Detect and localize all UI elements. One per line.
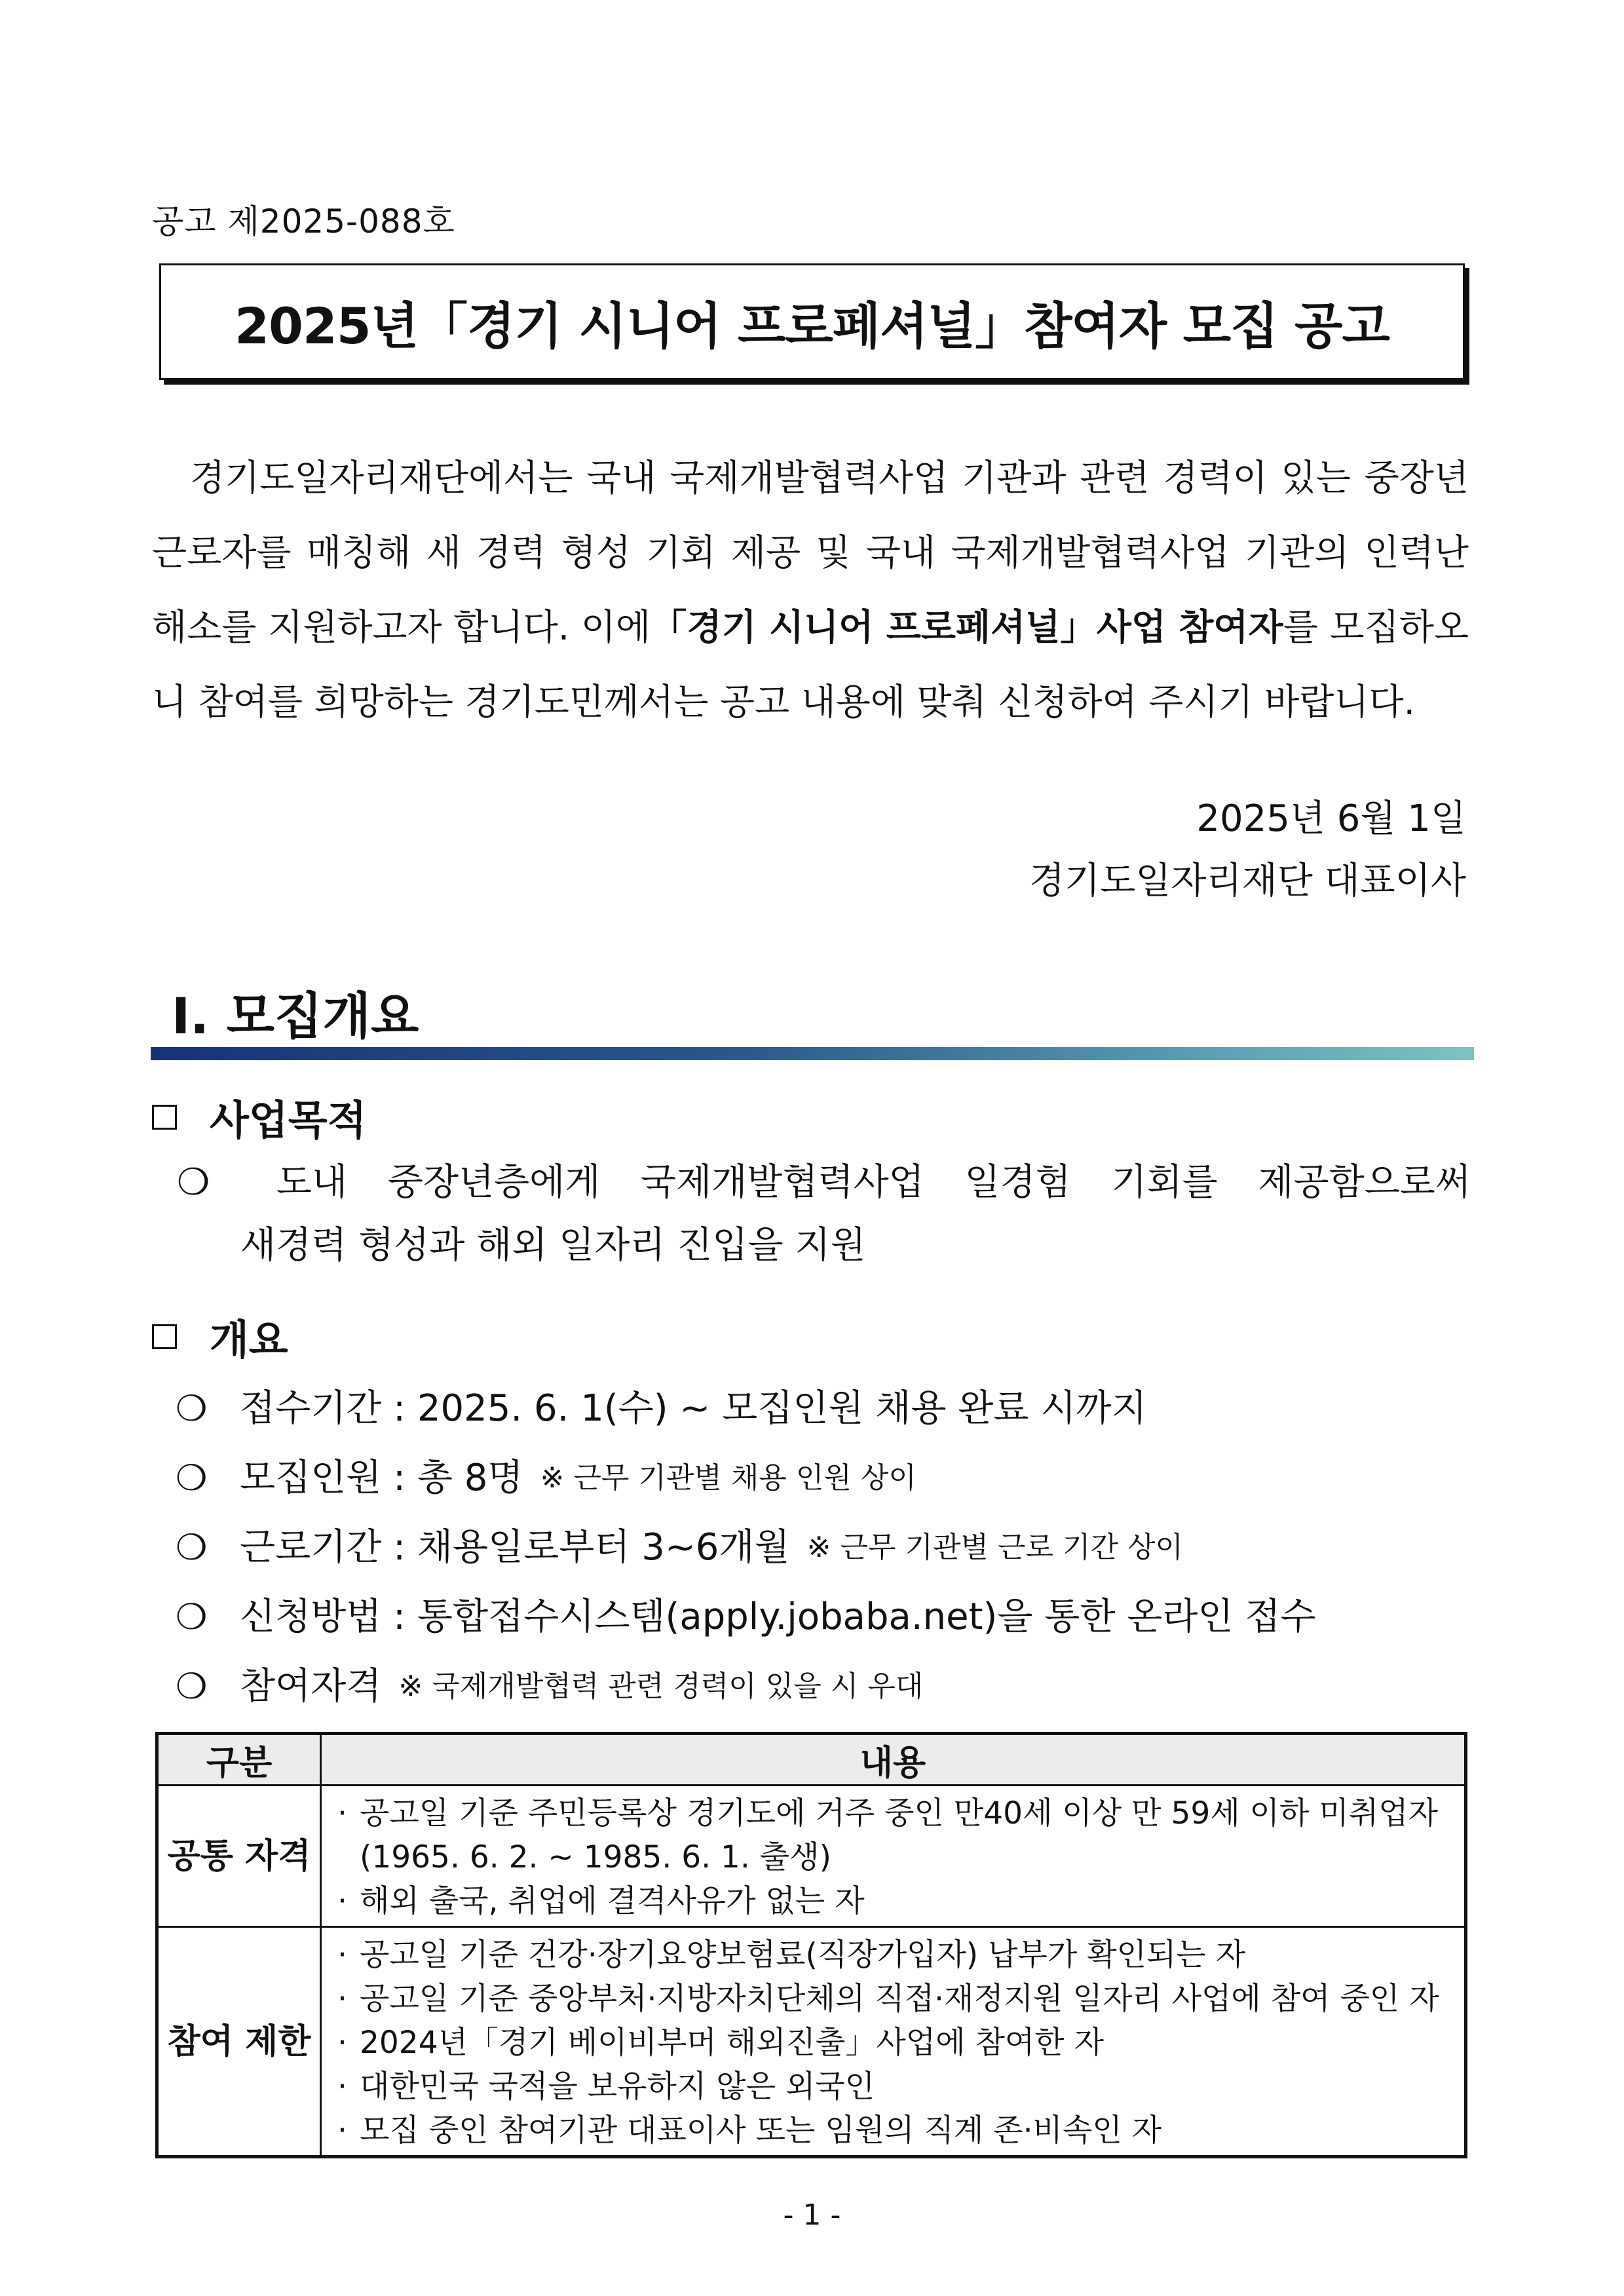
overview-item-note: ※ 국제개발협력 관련 경력이 있을 시 우대	[398, 1670, 924, 1703]
overview-item-application-method	[176, 1586, 1316, 1649]
circle-bullet-icon: ❍	[176, 1527, 208, 1568]
eligibility-table	[155, 1732, 1467, 2158]
purpose-line-2: 새경력 형성과 해외 일자리 진입을 지원	[240, 1224, 866, 1267]
overview-item-text: 참여자격	[240, 1665, 382, 1708]
checkbox-square-icon	[152, 1105, 177, 1130]
circle-bullet-icon: ❍	[176, 1666, 208, 1707]
list-item	[337, 1977, 1452, 2021]
list-item-text: 대한민국 국적을 보유하지 않은 외국인	[360, 2069, 875, 2105]
middle-dot-icon: ·	[337, 1883, 347, 1919]
table-row	[157, 1927, 1466, 2157]
middle-dot-icon: ·	[337, 1795, 347, 1831]
row-content-common	[321, 1786, 1466, 1927]
middle-dot-icon: ·	[337, 1981, 347, 2017]
overview-item-text: 모집인원 : 총 8명	[240, 1457, 523, 1499]
purpose-word: 국제개발협력사업	[641, 1161, 924, 1204]
overview-item-eligibility	[176, 1655, 923, 1718]
table-header-row	[157, 1734, 1466, 1786]
overview-item-recruits	[176, 1447, 916, 1510]
circle-bullet-icon: ❍	[176, 1457, 208, 1499]
overview-item-note: ※ 근무 기관별 근로 기간 상이	[806, 1531, 1183, 1564]
purpose-line-1	[177, 1151, 1471, 1214]
overview-heading	[152, 1307, 288, 1366]
overview-item-work-period	[176, 1516, 1183, 1579]
purpose-word: 일경험	[964, 1161, 1071, 1204]
notice-date: 2025년 6월 1일	[1196, 797, 1466, 840]
list-item-text: 공고일 기준 중앙부처·지방자치단체의 직접·재정지원 일자리 사업에 참여 중인 자	[360, 1981, 1439, 2017]
page-title: 2025년「경기 시니어 프로페셔널」참여자 모집 공고	[235, 296, 1389, 355]
row-label-restriction: 참여 제한	[157, 1927, 321, 2157]
overview-item-text: 접수기간 : 2025. 6. 1(수) ~ 모집인원 채용 완료 시까지	[240, 1387, 1147, 1430]
table-header-category: 구분	[157, 1734, 321, 1786]
overview-heading-label: 개요	[210, 1316, 288, 1364]
purpose-word: 제공함으로써	[1258, 1161, 1471, 1204]
table-header-content: 내용	[321, 1734, 1466, 1786]
list-item-text: 공고일 기준 건강·장기요양보험료(직장가입자) 납부가 확인되는 자	[360, 1937, 1246, 1973]
list-item	[337, 1791, 1452, 1879]
purpose-word: 기회를	[1111, 1161, 1218, 1204]
middle-dot-icon: ·	[337, 2069, 347, 2105]
purpose-word: 중장년층에게	[387, 1161, 601, 1204]
middle-dot-icon: ·	[337, 1937, 347, 1973]
intro-bold-text: 「경기 시니어 프로페셔널」사업 참여자	[651, 606, 1283, 648]
purpose-heading	[152, 1088, 367, 1146]
row-label-common: 공통 자격	[157, 1786, 321, 1927]
circle-bullet-icon: ❍	[177, 1161, 210, 1204]
middle-dot-icon: ·	[337, 2025, 347, 2061]
list-item	[337, 1933, 1452, 1977]
list-item	[337, 2109, 1452, 2152]
list-item-text: 해외 출국, 취업에 결격사유가 없는 자	[360, 1883, 865, 1919]
overview-item-note: ※ 근무 기관별 채용 인원 상이	[540, 1461, 916, 1495]
table-row	[157, 1786, 1466, 1927]
purpose-bullet	[177, 1151, 1471, 1277]
page-number: - 1 -	[783, 2198, 841, 2232]
issuer: 경기도일자리재단 대표이사	[1029, 860, 1466, 902]
overview-item-text: 신청방법 : 통합접수시스템(apply.jobaba.net)을 통한 온라인 접수	[240, 1596, 1316, 1638]
title-box	[159, 263, 1465, 380]
notice-number: 공고 제2025-088호	[152, 202, 455, 240]
list-item-text: 모집 중인 참여기관 대표이사 또는 임원의 직계 존·비속인 자	[360, 2113, 1162, 2149]
checkbox-square-icon	[152, 1324, 177, 1349]
overview-item-text: 근로기간 : 채용일로부터 3~6개월	[240, 1526, 790, 1569]
purpose-heading-label: 사업목적	[210, 1096, 367, 1144]
circle-bullet-icon: ❍	[176, 1388, 208, 1429]
purpose-word: 도내	[276, 1161, 348, 1204]
list-item	[337, 1879, 1452, 1923]
list-item	[337, 2021, 1452, 2065]
circle-bullet-icon: ❍	[176, 1596, 208, 1637]
intro-text-1: 경기도일자리재단에서는 국내 국제개발협력사업 기관과 관련 경력이 있는 중장년 근로자를 매칭해 새 경력 형성 기회 제공 및 국내 국제개발협력사업 기관의 인력난 해소를 지원하고자 합니다. 이에	[152, 457, 1469, 648]
row-content-restriction	[321, 1927, 1466, 2157]
section-divider-bar	[151, 1047, 1474, 1060]
middle-dot-icon: ·	[337, 2113, 347, 2149]
section-title: Ⅰ. 모집개요	[172, 987, 419, 1045]
intro-text-2: 를 모집하오니 참여를 희망하는 경기도민께서는 공고 내용에 맞춰 신청하여 주시기 바랍니다.	[152, 606, 1469, 723]
list-item	[337, 2065, 1452, 2109]
list-item-text: 2024년「경기 베이비부머 해외진출」사업에 참여한 자	[360, 2025, 1105, 2061]
list-item-text: 공고일 기준 주민등록상 경기도에 거주 중인 만40세 이상 만 59세 이하 미취업자 (1965. 6. 2. ~ 1985. 6. 1. 출생)	[360, 1795, 1439, 1875]
overview-item-application-period	[176, 1377, 1147, 1440]
intro-paragraph	[152, 440, 1469, 739]
